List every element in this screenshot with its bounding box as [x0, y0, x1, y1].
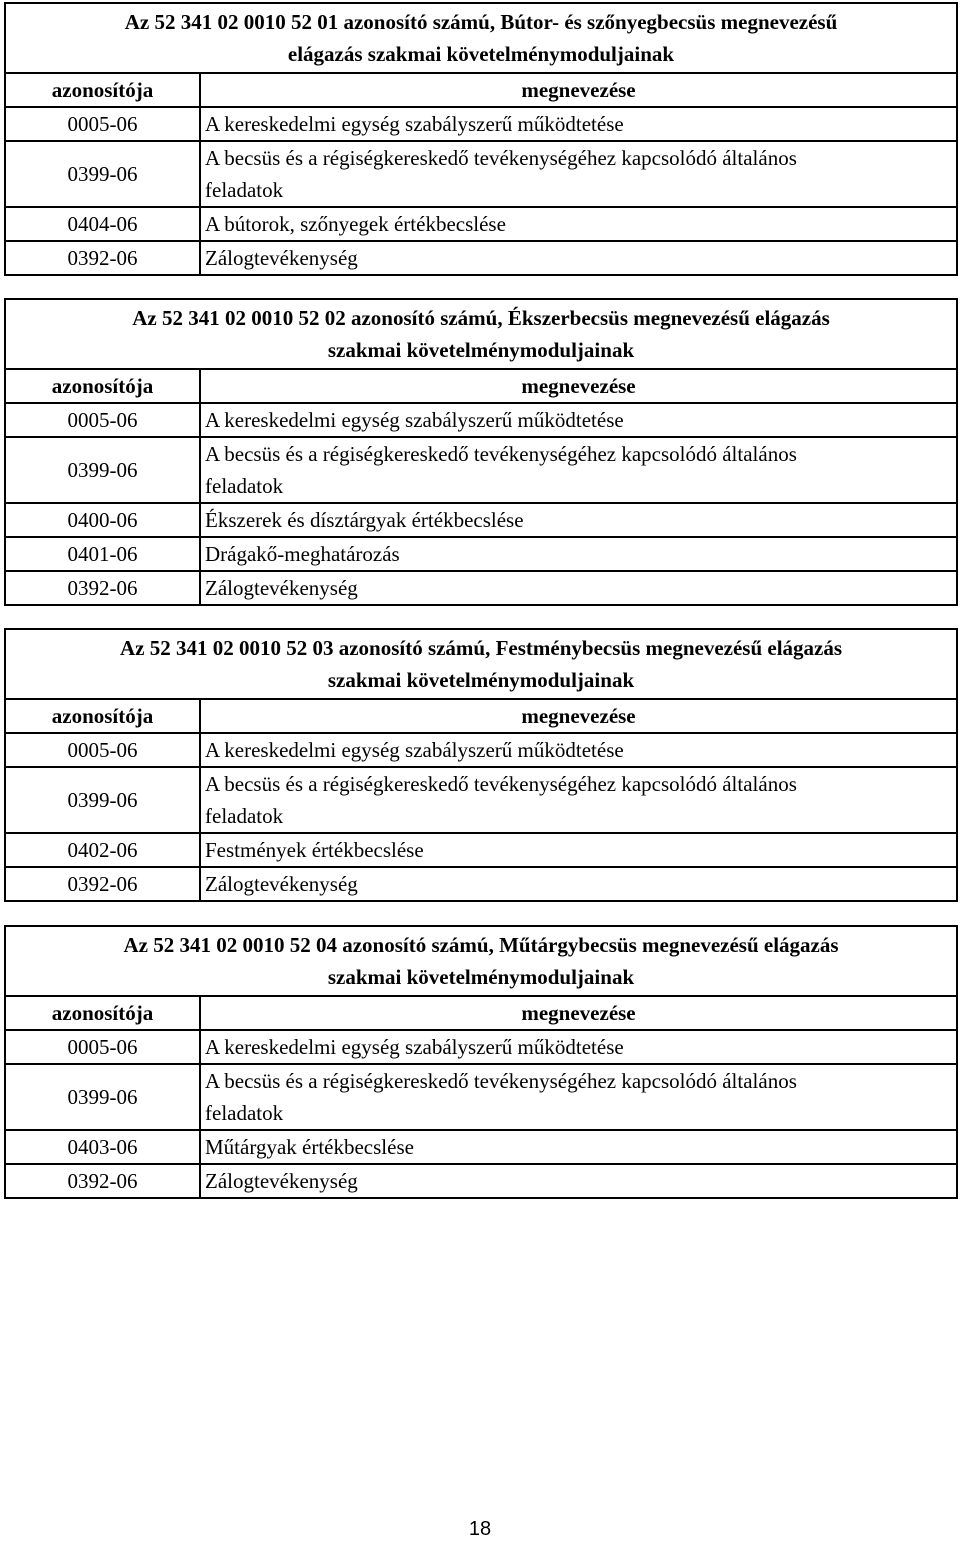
table-row: [5, 1064, 957, 1130]
section-title-line2: elágazás szakmai követelménymoduljainak: [287, 42, 675, 66]
table-row: [5, 733, 957, 767]
module-table-1: [4, 2, 958, 276]
module-name: [200, 141, 957, 207]
module-name-line2: feladatok: [205, 804, 284, 828]
module-code: 0402-06: [5, 833, 200, 867]
module-name: Zálogtevékenység: [200, 241, 957, 275]
header-name: megnevezése: [200, 699, 957, 733]
module-name: Zálogtevékenység: [200, 1164, 957, 1198]
table-row: [5, 141, 957, 207]
section-title-line2: szakmai követelménymoduljainak: [327, 965, 635, 989]
module-name-line2: feladatok: [205, 178, 284, 202]
module-code: 0005-06: [5, 1030, 200, 1064]
header-id: azonosítója: [5, 369, 200, 403]
module-name: [200, 437, 957, 503]
module-name-line2: feladatok: [205, 474, 284, 498]
module-code: 0403-06: [5, 1130, 200, 1164]
table-row: [5, 1030, 957, 1064]
module-name: Ékszerek és dísztárgyak értékbecslése: [200, 503, 957, 537]
module-code: 0399-06: [5, 437, 200, 503]
module-name: Festmények értékbecslése: [200, 833, 957, 867]
module-code: 0005-06: [5, 403, 200, 437]
module-name-line1: A becsüs és a régiségkereskedő tevékenységéhez kapcsolódó általános: [205, 442, 797, 466]
module-code: 0400-06: [5, 503, 200, 537]
module-name: [200, 1064, 957, 1130]
module-table-3: [4, 628, 958, 902]
section-title-line1: Az 52 341 02 0010 52 02 azonosító számú, Ékszerbecsüs megnevezésű elágazás: [132, 306, 830, 330]
module-name: Drágakő-meghatározás: [200, 537, 957, 571]
module-name: Műtárgyak értékbecslése: [200, 1130, 957, 1164]
module-name: A bútorok, szőnyegek értékbecslése: [200, 207, 957, 241]
table-row: [5, 1164, 957, 1198]
header-name: megnevezése: [200, 996, 957, 1030]
table-row: [5, 437, 957, 503]
header-id: azonosítója: [5, 73, 200, 107]
table-row: [5, 767, 957, 833]
header-id: azonosítója: [5, 996, 200, 1030]
module-code: 0404-06: [5, 207, 200, 241]
section-title-line2: szakmai követelménymoduljainak: [327, 338, 635, 362]
module-name: A kereskedelmi egység szabályszerű működtetése: [200, 107, 957, 141]
table-row: [5, 867, 957, 901]
section-title-line1: Az 52 341 02 0010 52 01 azonosító számú, Bútor- és szőnyegbecsüs megnevezésű: [124, 10, 838, 34]
module-code: 0392-06: [5, 1164, 200, 1198]
header-id: azonosítója: [5, 699, 200, 733]
module-name: A kereskedelmi egység szabályszerű működtetése: [200, 1030, 957, 1064]
module-table-4: [4, 925, 958, 1199]
table-row: [5, 503, 957, 537]
module-code: 0399-06: [5, 1064, 200, 1130]
section-title-line1: Az 52 341 02 0010 52 03 azonosító számú, Festménybecsüs megnevezésű elágazás: [119, 636, 843, 660]
section-title: [5, 629, 957, 699]
table-row: [5, 1130, 957, 1164]
module-code: 0005-06: [5, 107, 200, 141]
table-row: [5, 207, 957, 241]
table-row: [5, 537, 957, 571]
module-name: A kereskedelmi egység szabályszerű működtetése: [200, 403, 957, 437]
table-row: [5, 571, 957, 605]
module-name-line2: feladatok: [205, 1101, 284, 1125]
module-code: 0399-06: [5, 141, 200, 207]
module-name-line1: A becsüs és a régiségkereskedő tevékenységéhez kapcsolódó általános: [205, 1069, 797, 1093]
table-row: [5, 107, 957, 141]
table-row: [5, 403, 957, 437]
module-code: 0005-06: [5, 733, 200, 767]
module-name-line1: A becsüs és a régiségkereskedő tevékenységéhez kapcsolódó általános: [205, 146, 797, 170]
module-table-2: [4, 298, 958, 606]
module-name: Zálogtevékenység: [200, 571, 957, 605]
module-code: 0392-06: [5, 867, 200, 901]
header-name: megnevezése: [200, 369, 957, 403]
module-name: Zálogtevékenység: [200, 867, 957, 901]
module-code: 0392-06: [5, 241, 200, 275]
module-name-line1: A becsüs és a régiségkereskedő tevékenységéhez kapcsolódó általános: [205, 772, 797, 796]
table-row: [5, 833, 957, 867]
module-code: 0399-06: [5, 767, 200, 833]
section-title: [5, 299, 957, 369]
page-number: 18: [468, 1518, 492, 1540]
module-name: [200, 767, 957, 833]
table-row: [5, 241, 957, 275]
module-code: 0401-06: [5, 537, 200, 571]
section-title-line1: Az 52 341 02 0010 52 04 azonosító számú, Műtárgybecsüs megnevezésű elágazás: [123, 933, 839, 957]
header-name: megnevezése: [200, 73, 957, 107]
module-name: A kereskedelmi egység szabályszerű működtetése: [200, 733, 957, 767]
section-title: [5, 3, 957, 73]
section-title-line2: szakmai követelménymoduljainak: [327, 668, 635, 692]
module-code: 0392-06: [5, 571, 200, 605]
section-title: [5, 926, 957, 996]
